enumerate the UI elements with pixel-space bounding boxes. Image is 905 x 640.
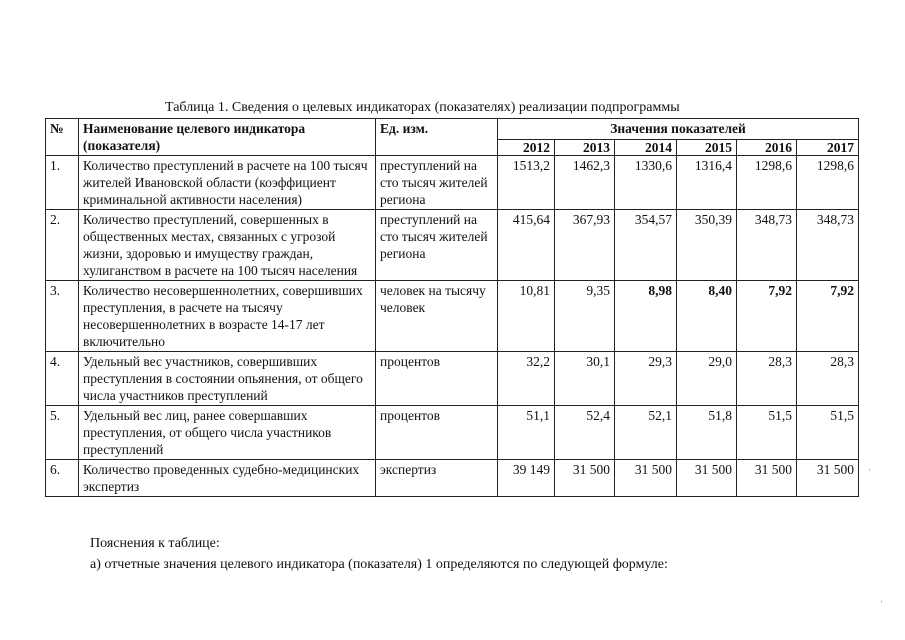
- row-value-2016: 51,5: [737, 406, 797, 460]
- row-num: 4.: [46, 352, 79, 406]
- row-unit: человек на тысячу человек: [376, 281, 498, 352]
- row-value-2017: 31 500: [797, 460, 859, 497]
- row-num: 3.: [46, 281, 79, 352]
- row-value-2012: 39 149: [498, 460, 555, 497]
- header-num: №: [46, 119, 79, 156]
- row-value-2013: 31 500: [555, 460, 615, 497]
- scan-mark: ˈ: [868, 468, 871, 479]
- row-value-2015: 31 500: [677, 460, 737, 497]
- table-caption: Таблица 1. Сведения о целевых индикаторах (показателях) реализации подпрограммы: [165, 100, 680, 115]
- row-value-2012: 51,1: [498, 406, 555, 460]
- header-values: Значения показателей: [498, 119, 859, 140]
- row-value-2015: 29,0: [677, 352, 737, 406]
- row-unit: процентов: [376, 406, 498, 460]
- row-name: Количество преступлений, совершенных в общественных местах, связанных с угрозой жизни, здоровью и имуществу граждан, хулиганством в расчете на 100 тысяч населения: [79, 210, 376, 281]
- table-row: [46, 210, 859, 281]
- row-value-2017: 1298,6: [797, 156, 859, 210]
- row-value-2015: 350,39: [677, 210, 737, 281]
- header-year-2014: 2014: [615, 140, 677, 156]
- row-name: Количество несовершеннолетних, совершивших преступления, в расчете на тысячу несовершеннолетних в возрасте 14-17 лет включительно: [79, 281, 376, 352]
- header-row: [46, 119, 859, 140]
- notes-line-a: а) отчетные значения целевого индикатора (показателя) 1 определяются по следующей формуле:: [90, 557, 668, 572]
- row-value-2014: 354,57: [615, 210, 677, 281]
- row-value-2012: 415,64: [498, 210, 555, 281]
- row-value-2014: 31 500: [615, 460, 677, 497]
- row-unit: преступлений на сто тысяч жителей региона: [376, 210, 498, 281]
- header-year-2016: 2016: [737, 140, 797, 156]
- row-name: Количество проведенных судебно-медицинских экспертиз: [79, 460, 376, 497]
- table-row: [46, 352, 859, 406]
- table-notes: [90, 533, 668, 575]
- scan-mark: ˈ: [880, 600, 883, 611]
- header-year-2017: 2017: [797, 140, 859, 156]
- header-year-2013: 2013: [555, 140, 615, 156]
- row-num: 5.: [46, 406, 79, 460]
- row-value-2016: 7,92: [737, 281, 797, 352]
- header-year-2012: 2012: [498, 140, 555, 156]
- notes-heading: Пояснения к таблице:: [90, 536, 220, 551]
- row-unit: преступлений на сто тысяч жителей региона: [376, 156, 498, 210]
- row-unit: процентов: [376, 352, 498, 406]
- row-num: 1.: [46, 156, 79, 210]
- row-value-2013: 1462,3: [555, 156, 615, 210]
- row-value-2017: 28,3: [797, 352, 859, 406]
- row-value-2014: 29,3: [615, 352, 677, 406]
- row-name: Удельный вес лиц, ранее совершавших преступления, от общего числа участников преступлений: [79, 406, 376, 460]
- header-year-2015: 2015: [677, 140, 737, 156]
- indicators-table: [45, 118, 859, 497]
- row-num: 6.: [46, 460, 79, 497]
- row-value-2017: 348,73: [797, 210, 859, 281]
- row-value-2013: 9,35: [555, 281, 615, 352]
- row-value-2015: 8,40: [677, 281, 737, 352]
- header-unit: Ед. изм.: [376, 119, 498, 156]
- header-name: Наименование целевого индикатора (показателя): [79, 119, 376, 156]
- table-row: [46, 406, 859, 460]
- row-num: 2.: [46, 210, 79, 281]
- row-name: Удельный вес участников, совершивших преступления в состоянии опьянения, от общего числа участников преступлений: [79, 352, 376, 406]
- row-name: Количество преступлений в расчете на 100 тысяч жителей Ивановской области (коэффициент криминальной активности населения): [79, 156, 376, 210]
- row-value-2016: 1298,6: [737, 156, 797, 210]
- row-value-2014: 52,1: [615, 406, 677, 460]
- row-value-2012: 10,81: [498, 281, 555, 352]
- table-row: [46, 460, 859, 497]
- row-value-2013: 367,93: [555, 210, 615, 281]
- row-value-2016: 31 500: [737, 460, 797, 497]
- row-unit: экспертиз: [376, 460, 498, 497]
- row-value-2012: 1513,2: [498, 156, 555, 210]
- row-value-2016: 348,73: [737, 210, 797, 281]
- row-value-2014: 1330,6: [615, 156, 677, 210]
- row-value-2017: 51,5: [797, 406, 859, 460]
- row-value-2017: 7,92: [797, 281, 859, 352]
- row-value-2013: 52,4: [555, 406, 615, 460]
- table-row: [46, 281, 859, 352]
- row-value-2014: 8,98: [615, 281, 677, 352]
- row-value-2012: 32,2: [498, 352, 555, 406]
- row-value-2013: 30,1: [555, 352, 615, 406]
- row-value-2016: 28,3: [737, 352, 797, 406]
- row-value-2015: 51,8: [677, 406, 737, 460]
- row-value-2015: 1316,4: [677, 156, 737, 210]
- table-row: [46, 156, 859, 210]
